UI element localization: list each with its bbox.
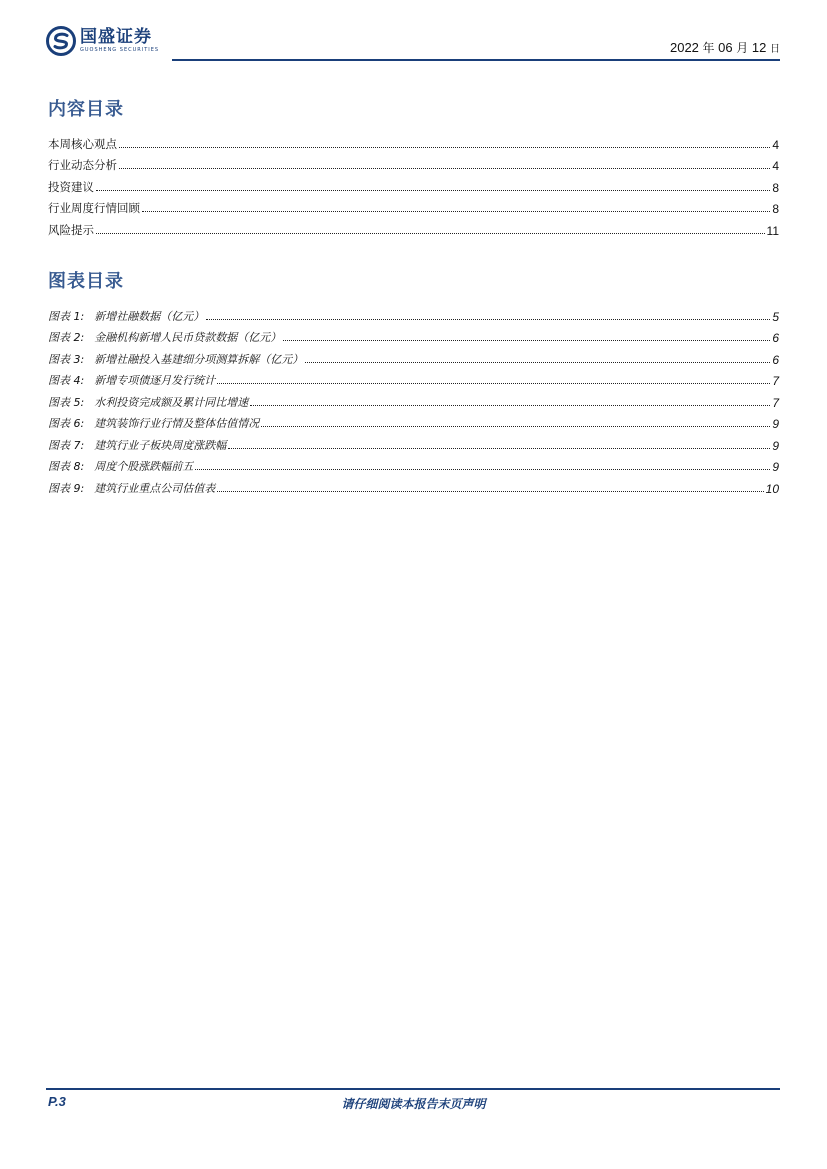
dot-leader [119, 147, 770, 148]
figure-entry[interactable] [48, 474, 779, 496]
toc-entry[interactable] [48, 152, 779, 174]
date-year: 2022 [669, 40, 699, 55]
figure-entry-label: 水利投资完成额及累计同比增速 [94, 395, 249, 409]
dot-leader [305, 362, 770, 363]
figure-entry-label: 建筑行业子板块周度涨跌幅 [94, 438, 227, 452]
date-month: 06 [718, 40, 733, 55]
figure-entry-number: 图表 1: [48, 309, 85, 323]
figure-entry-label: 新增专项债逐月发行统计 [94, 374, 216, 387]
figure-entry-page: 9 [772, 417, 779, 431]
contents-list [48, 130, 779, 238]
dot-leader [217, 383, 770, 384]
logo-english-name: GUOSHENG SECURITIES [80, 47, 160, 53]
figure-entry-number: 图表 8: [48, 460, 85, 473]
figures-title: 图表目录 [48, 271, 124, 292]
figure-entry[interactable] [48, 431, 779, 453]
page-number: P.3 [48, 1094, 66, 1109]
toc-entry-page: 11 [766, 223, 779, 238]
figure-entry[interactable] [48, 410, 779, 432]
figure-entry-label: 金融机构新增人民币贷款数据（亿元） [94, 331, 282, 344]
figure-entry[interactable] [48, 388, 779, 410]
figure-entry-page: 7 [772, 395, 779, 410]
figure-entry-label: 周度个股涨跌幅前五 [94, 460, 194, 473]
figures-list [48, 302, 779, 496]
date-year-unit: 年 [702, 41, 715, 55]
figure-entry-number: 图表 9: [48, 481, 85, 495]
dot-leader [96, 190, 770, 191]
date-day-unit: 日 [770, 44, 780, 55]
toc-entry[interactable] [48, 130, 779, 152]
report-date [670, 39, 780, 56]
dot-leader [96, 233, 765, 234]
dot-leader [195, 469, 770, 470]
figure-entry-label: 新增社融数据（亿元） [94, 309, 205, 323]
figure-entry-number: 图表 2: [48, 331, 85, 344]
figure-entry-number: 图表 5: [48, 395, 85, 409]
dot-leader [261, 426, 770, 427]
figure-entry-number: 图表 3: [48, 352, 85, 366]
toc-entry-label: 风险提示 [48, 222, 94, 237]
dot-leader [119, 168, 770, 169]
toc-entry-page: 8 [772, 202, 779, 216]
figure-entry-page: 6 [772, 352, 779, 367]
toc-entry[interactable] [48, 216, 779, 238]
toc-entry[interactable] [48, 195, 779, 217]
toc-entry-label: 行业周度行情回顾 [48, 201, 140, 215]
dot-leader [206, 319, 770, 320]
figure-entry[interactable] [48, 345, 779, 367]
figure-entry-page: 10 [765, 481, 779, 496]
toc-entry-page: 8 [772, 180, 779, 195]
figure-entry[interactable] [48, 453, 779, 475]
figure-entry-label: 新增社融投入基建细分项测算拆解（亿元） [94, 352, 304, 366]
toc-entry-label: 本周核心观点 [48, 136, 117, 151]
toc-entry-page: 4 [772, 159, 779, 173]
guosheng-logo-icon [46, 26, 76, 56]
figure-entry[interactable] [48, 367, 779, 389]
header-divider [172, 59, 780, 61]
figure-entry-page: 9 [772, 438, 779, 453]
page-header [46, 24, 780, 62]
figure-entry-label: 建筑行业重点公司估值表 [94, 481, 216, 495]
logo-chinese-name: 国盛证券 [80, 27, 152, 47]
figure-entry-number: 图表 4: [48, 374, 85, 387]
toc-entry-label: 行业动态分析 [48, 158, 117, 172]
dot-leader [142, 211, 770, 212]
dot-leader [228, 448, 770, 449]
figure-entry-number: 图表 6: [48, 417, 85, 430]
figure-entry[interactable] [48, 324, 779, 346]
figure-entry-page: 5 [772, 309, 779, 324]
dot-leader [250, 405, 770, 406]
figure-entry[interactable] [48, 302, 779, 324]
figure-entry-page: 7 [772, 374, 779, 388]
toc-entry-label: 投资建议 [48, 179, 94, 194]
toc-entry-page: 4 [772, 137, 779, 152]
figure-entry-label: 建筑装饰行业行情及整体估值情况 [94, 417, 260, 430]
dot-leader [217, 491, 763, 492]
footer-divider [46, 1088, 780, 1090]
disclaimer-note: 请仔细阅读本报告末页声明 [341, 1097, 486, 1111]
date-month-unit: 月 [736, 41, 749, 55]
contents-title: 内容目录 [48, 99, 124, 120]
company-logo [46, 24, 159, 58]
toc-entry[interactable] [48, 173, 779, 195]
figure-entry-page: 6 [772, 331, 779, 345]
figure-entry-number: 图表 7: [48, 438, 85, 452]
figure-entry-page: 9 [772, 460, 779, 474]
date-day: 12 [751, 40, 767, 55]
dot-leader [283, 340, 770, 341]
